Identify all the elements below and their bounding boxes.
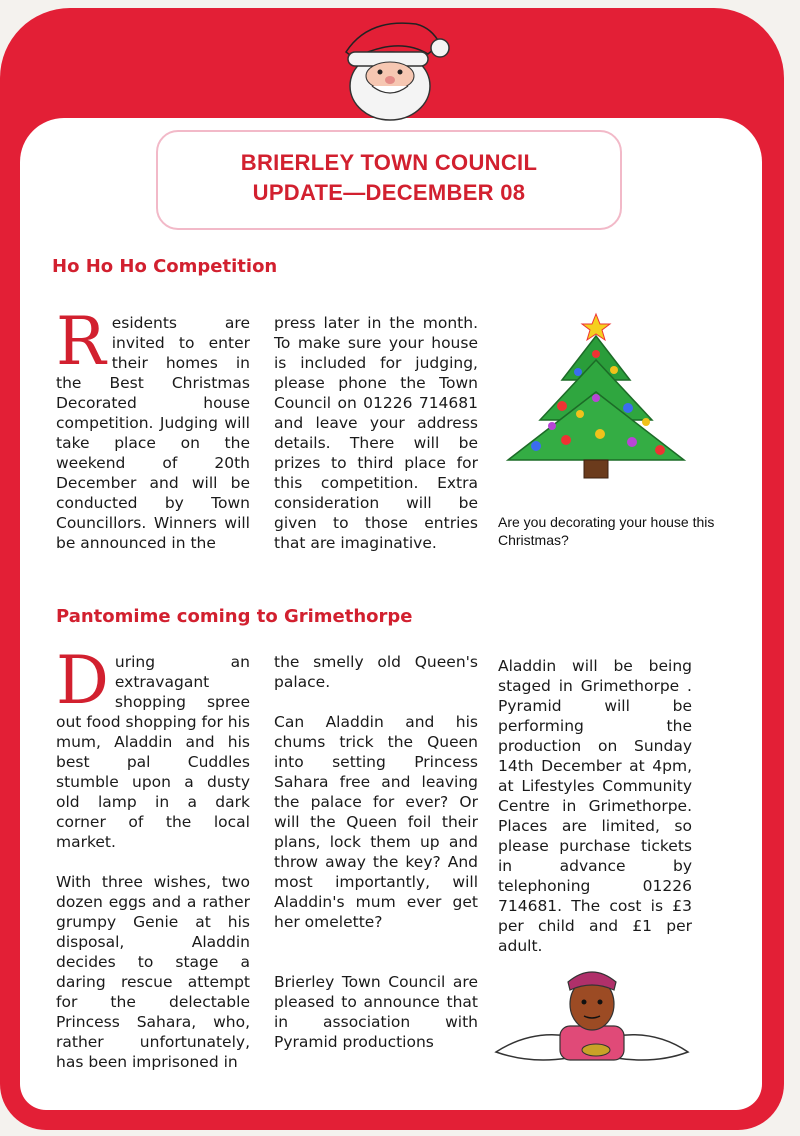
tree-caption: Are you decorating your house this Christmas? [498,514,715,548]
pantomime-text-2b: Can Aladdin and his chums trick the Queen into setting Princess Sahara free and leaving the palace for ever? Or will the Queen foil their plans, lock them up and throw away the key? And most importantly, will Aladdin's mum ever get her omelette? [274,713,478,931]
christmas-tree-image [496,310,696,490]
pantomime-text-2c: Brierley Town Council are pleased to announce that in association with Pyramid productions [274,973,478,1051]
pantomime-text-1a: uring an extravagant shopping spree out food shopping for his mum, Aladdin and his best pal Cuddles stumble upon a dusty old lamp in a dark corner of the local market. [56,653,250,851]
section-heading-competition: Ho Ho Ho Competition [52,256,278,277]
competition-column-1 [56,303,250,553]
title-line-2: UPDATE—DECEMBER 08 [252,180,526,205]
pantomime-column-1 [56,642,250,1072]
title-box [156,130,622,230]
dropcap-r: R [56,303,106,380]
competition-column-2 [274,313,478,553]
pantomime-text-3: Aladdin will be being staged in Grimethorpe . Pyramid will be performing the production on Sunday 14th December at 4pm, at Lifestyles Community Centre in Grimethorpe. Places are limited, so please purchase tickets in advance by telephoning 01226 714681. The cost is £3 per child and £1 per adult. [498,657,692,955]
title-line-1: BRIERLEY TOWN COUNCIL [240,150,538,175]
santa-face-image [328,14,452,122]
pantomime-column-2 [274,652,478,1052]
dropcap-d: D [56,642,109,719]
pantomime-column-3 [498,656,692,956]
pantomime-text-2a: the smelly old Queen's palace. [274,653,478,691]
competition-text-1: esidents are invited to enter their homes in the Best Christmas Decorated house competition. Judging will take place on the weekend of 20th December and will be conducted by Town Councillors. Winners will be announced in the [56,314,250,552]
section-heading-pantomime: Pantomime coming to Grimethorpe [56,606,413,627]
pantomime-text-1b: With three wishes, two dozen eggs and a rather grumpy Genie at his disposal, Aladdin decides to stage a daring rescue attempt for the delectable Princess Sahara, who, rather unfortunately, has been imprisoned in [56,873,250,1071]
aladdin-genie-image [490,960,694,1070]
competition-text-2: press later in the month. To make sure your house is included for judging, please phone the Town Council on 01226 714681 and leave your address details. There will be prizes to third place for this competition. Extra consideration will be given to those entries that are imaginative. [274,314,478,552]
